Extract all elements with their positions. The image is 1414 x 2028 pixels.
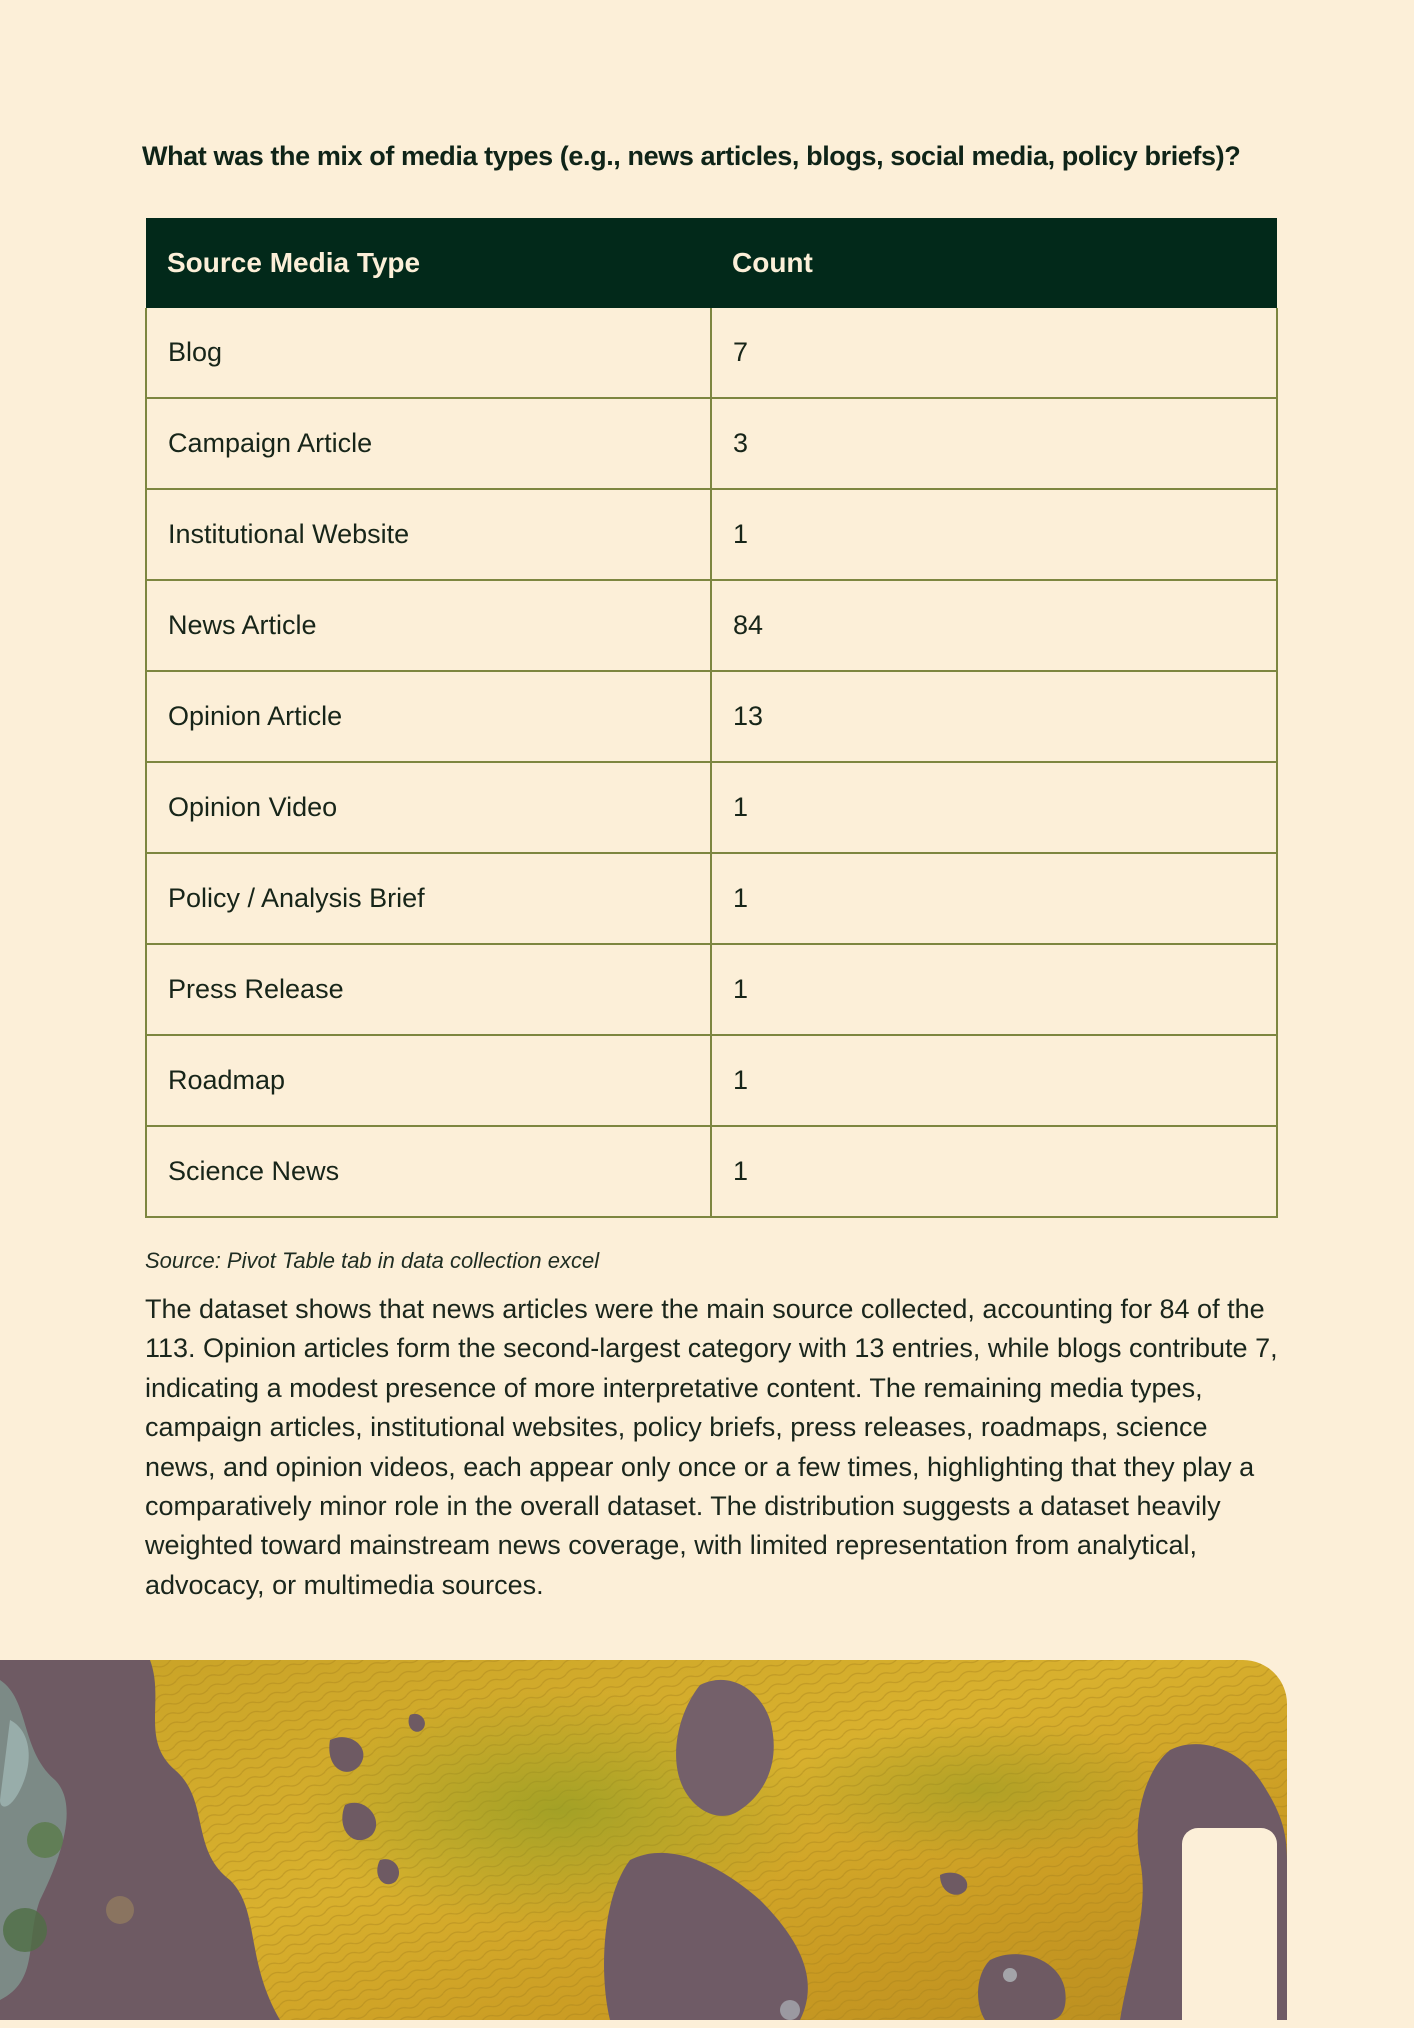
table-row [146, 398, 1277, 489]
count-cell: 13 [711, 671, 1277, 762]
media-type-cell: News Article [146, 580, 711, 671]
column-header-count: Count [711, 218, 1277, 308]
table-row [146, 853, 1277, 944]
column-header-media-type: Source Media Type [146, 218, 711, 308]
count-cell: 1 [711, 762, 1277, 853]
media-type-cell: Opinion Video [146, 762, 711, 853]
count-cell: 84 [711, 580, 1277, 671]
media-type-cell: Press Release [146, 944, 711, 1035]
count-cell: 1 [711, 1126, 1277, 1217]
white-tab-shape [1182, 1828, 1277, 2028]
count-cell: 1 [711, 1035, 1277, 1126]
table-row [146, 1035, 1277, 1126]
table-row [146, 308, 1277, 398]
table-row [146, 671, 1277, 762]
count-cell: 7 [711, 308, 1277, 398]
page-question-heading: What was the mix of media types (e.g., news articles, blogs, social media, policy briefs)? [142, 141, 1241, 171]
table-header-row [146, 218, 1277, 308]
table-row [146, 489, 1277, 580]
aerial-landscape-image [0, 1660, 1287, 2020]
media-type-cell: Campaign Article [146, 398, 711, 489]
table-row [146, 1126, 1277, 1217]
media-type-cell: Science News [146, 1126, 711, 1217]
media-type-table [145, 218, 1278, 1218]
table-row [146, 762, 1277, 853]
source-note: Source: Pivot Table tab in data collection excel [145, 1248, 600, 1273]
media-type-cell: Roadmap [146, 1035, 711, 1126]
media-type-cell: Institutional Website [146, 489, 711, 580]
count-cell: 1 [711, 944, 1277, 1035]
table-row [146, 944, 1277, 1035]
media-type-cell: Opinion Article [146, 671, 711, 762]
summary-paragraph: The dataset shows that news articles were the main source collected, accounting for 84 of the 113. Opinion articles form the second-largest category with 13 entries, while blogs contribute 7, indicating a modest presence of more interpretative content. The remaining media types, campaign articles, institutional websites, policy briefs, press releases, roadmaps, science news, and opinion videos, each appear only once or a few times, highlighting that they play a comparatively minor role in the overall dataset. The distribution suggests a dataset heavily weighted toward mainstream news coverage, with limited representation from analytical, advocacy, or multimedia sources. [145, 1294, 1278, 1600]
table-row [146, 580, 1277, 671]
count-cell: 1 [711, 853, 1277, 944]
media-type-cell: Blog [146, 308, 711, 398]
media-type-cell: Policy / Analysis Brief [146, 853, 711, 944]
count-cell: 1 [711, 489, 1277, 580]
count-cell: 3 [711, 398, 1277, 489]
